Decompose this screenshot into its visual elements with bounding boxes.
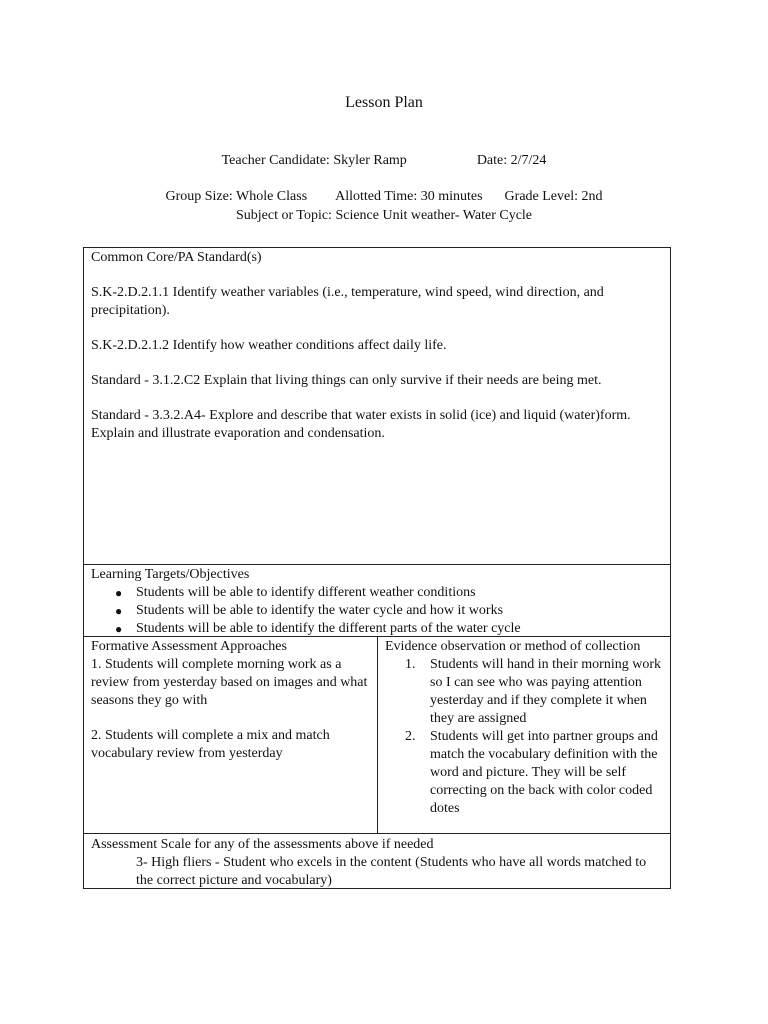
evidence-column [378, 638, 671, 818]
standard-item: Standard - 3.1.2.C2 Explain that living things can only survive if their needs are being met. [91, 373, 602, 388]
evidence-list [385, 656, 664, 818]
evidence-item: 2. Students will get into partner groups and match the vocabulary definition with the word and picture. They will be self correcting on the back with color coded dotes [405, 729, 658, 816]
objective-item: ● Students will be able to identify the different parts of the water cycle [115, 620, 663, 638]
lesson-date: Date: 2/7/24 [476, 153, 547, 168]
objectives-list [91, 584, 663, 638]
objectives-heading: Learning Targets/Objectives [91, 567, 250, 582]
standard-item: S.K-2.D.2.1.1 Identify weather variables (i.e., temperature, wind speed, wind direction, and precipitation). [91, 285, 604, 318]
formative-item: 1. Students will complete morning work as a review from yesterday based on images and what seasons they go with [91, 657, 368, 708]
formative-item: 2. Students will complete a mix and match vocabulary review from yesterday [91, 728, 330, 761]
objective-item: ● Students will be able to identify different weather conditions [115, 584, 663, 602]
group-info-line [0, 188, 768, 206]
formative-heading: Formative Assessment Approaches [91, 639, 287, 654]
teacher-candidate: Teacher Candidate: Skyler Ramp [221, 153, 407, 168]
scale-heading: Assessment Scale for any of the assessments above if needed [91, 837, 434, 852]
standards-heading: Common Core/PA Standard(s) [91, 250, 262, 265]
assessment-box [83, 636, 671, 834]
objective-item: ● Students will be able to identify the water cycle and how it works [115, 602, 663, 620]
formative-column [84, 638, 377, 780]
page-title: Lesson Plan [345, 94, 423, 111]
allotted-time: Allotted Time: 30 minutes [335, 189, 483, 204]
scale-item: 3- High fliers - Student who excels in the content (Students who have all words matched to the correct picture and vocabulary) [136, 855, 647, 888]
teacher-date-line [0, 152, 768, 170]
standard-item: Standard - 3.3.2.A4- Explore and describe that water exists in solid (ice) and liquid (water)form. Explain and illustrate evaporation and condensation. [91, 408, 631, 441]
group-size: Group Size: Whole Class [165, 189, 308, 204]
evidence-heading: Evidence observation or method of collection [385, 639, 641, 654]
standard-item: S.K-2.D.2.1.2 Identify how weather conditions affect daily life. [91, 338, 447, 353]
scale-box [83, 833, 671, 889]
subject-line: Subject or Topic: Science Unit weather- Water Cycle [235, 208, 533, 223]
standards-box [83, 247, 671, 565]
objectives-box [83, 564, 671, 637]
grade-level: Grade Level: 2nd [504, 189, 603, 204]
evidence-item: 1. Students will hand in their morning work so I can see who was paying attention yesterday and if they complete it when they are assigned [405, 657, 661, 726]
